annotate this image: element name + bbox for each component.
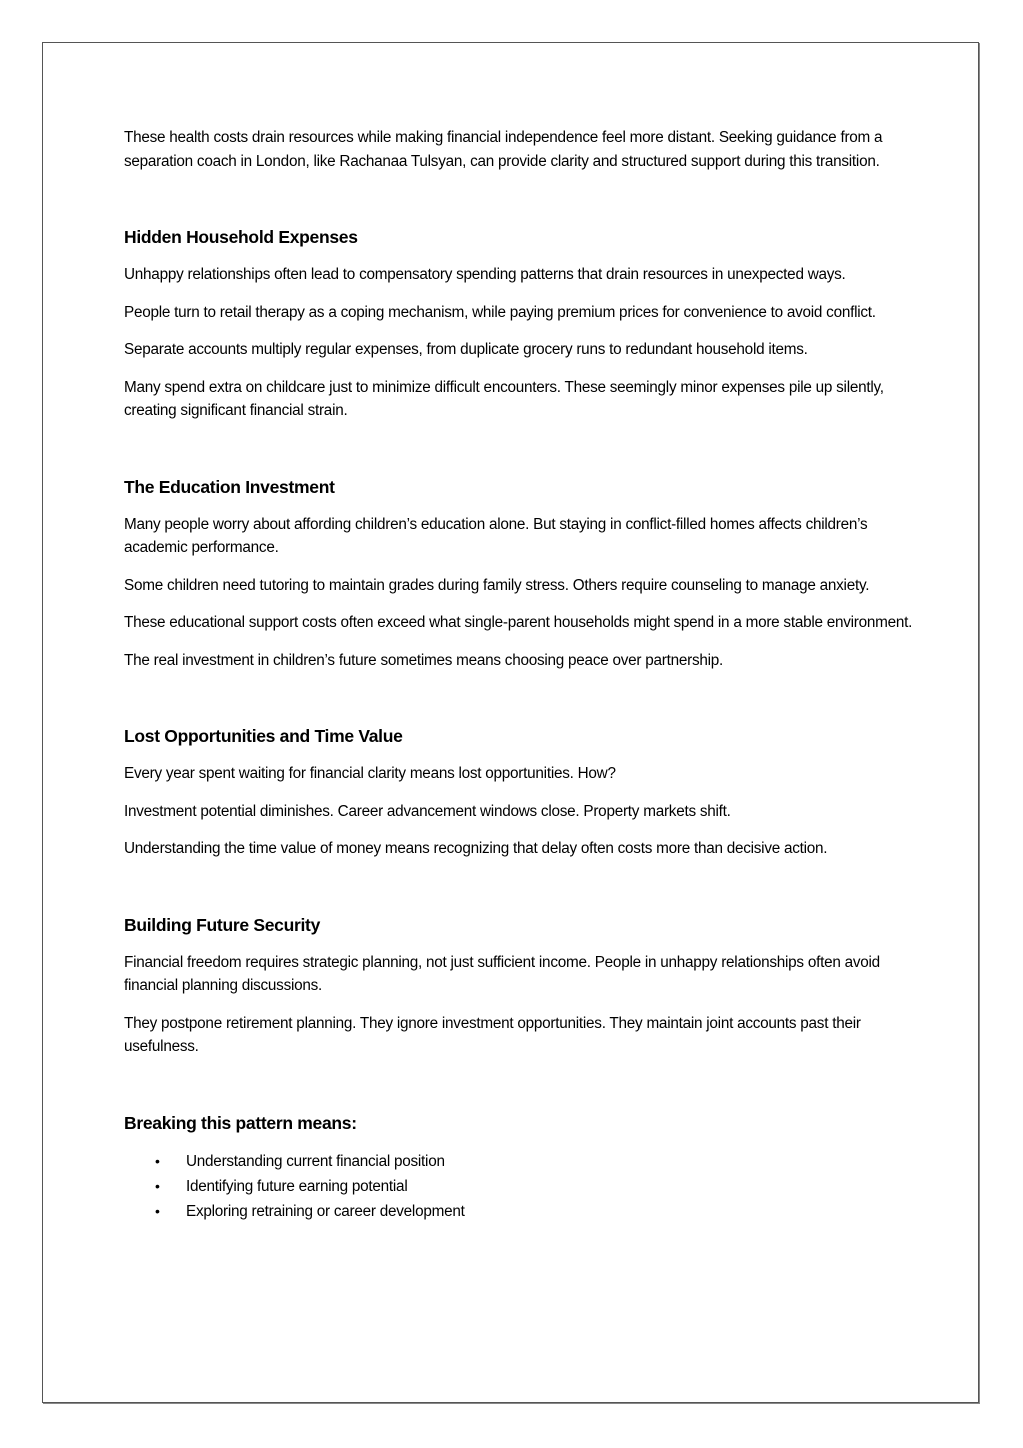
list-item xyxy=(124,1199,924,1224)
section-paragraph: The real investment in children’s future sometimes means choosing peace over partnership. xyxy=(124,651,724,669)
list-item-text: Identifying future earning potential xyxy=(186,1177,408,1195)
document-page xyxy=(42,42,979,1403)
section-paragraph: Separate accounts multiply regular expenses, from duplicate grocery runs to redundant household items. xyxy=(124,341,808,358)
section-paragraph: Understanding the time value of money means recognizing that delay often costs more than decisive action. xyxy=(124,840,828,857)
section-breaking-pattern xyxy=(124,1112,924,1224)
section-paragraph: People turn to retail therapy as a coping mechanism, while paying premium prices for convenience to avoid conflict. xyxy=(124,303,876,321)
page-content xyxy=(124,126,924,1224)
section-hidden-household-expenses xyxy=(124,226,924,423)
section-heading: Hidden Household Expenses xyxy=(124,227,358,247)
section-paragraph: Investment potential diminishes. Career advancement windows close. Property markets shift. xyxy=(124,802,731,820)
section-paragraph: Financial freedom requires strategic planning, not just sufficient income. People in unhappy relationships often avoid financial planning discussions. xyxy=(124,953,880,994)
list-item xyxy=(124,1149,924,1174)
bullet-icon: • xyxy=(155,1177,160,1194)
section-heading: Lost Opportunities and Time Value xyxy=(124,726,403,746)
bullet-list xyxy=(124,1149,924,1224)
intro-paragraph: These health costs drain resources while making financial independence feel more distant. Seeking guidance from a separation coach in London, like Rachanaa Tulsyan, can provide clarity and structured support during this transition. xyxy=(124,129,883,170)
section-paragraph: Many people worry about affording children’s education alone. But staying in conflict-filled homes affects children’s academic performance. xyxy=(124,515,868,556)
section-paragraph: Some children need tutoring to maintain grades during family stress. Others require counseling to manage anxiety. xyxy=(124,576,870,594)
section-lost-opportunities xyxy=(124,725,924,861)
list-item-text: Understanding current financial position xyxy=(186,1152,445,1170)
section-paragraph: These educational support costs often exceed what single-parent households might spend in a more stable environment. xyxy=(124,614,913,631)
section-education-investment xyxy=(124,476,924,673)
section-heading: The Education Investment xyxy=(124,476,335,497)
section-paragraph: Every year spent waiting for financial clarity means lost opportunities. How? xyxy=(124,765,616,782)
section-paragraph: Many spend extra on childcare just to minimize difficult encounters. These seemingly minor expenses pile up silently, creating significant financial strain. xyxy=(124,378,884,419)
bullet-icon: • xyxy=(155,1202,160,1219)
section-heading: Breaking this pattern means: xyxy=(124,1112,357,1133)
section-heading: Building Future Security xyxy=(124,914,321,935)
section-building-future-security xyxy=(124,914,924,1059)
list-item xyxy=(124,1174,924,1199)
bullet-icon: • xyxy=(155,1152,160,1169)
list-item-text: Exploring retraining or career development xyxy=(186,1202,465,1220)
section-paragraph: Unhappy relationships often lead to compensatory spending patterns that drain resources in unexpected ways. xyxy=(124,266,846,283)
section-paragraph: They postpone retirement planning. They ignore investment opportunities. They maintain joint accounts past their usefulness. xyxy=(124,1014,861,1055)
